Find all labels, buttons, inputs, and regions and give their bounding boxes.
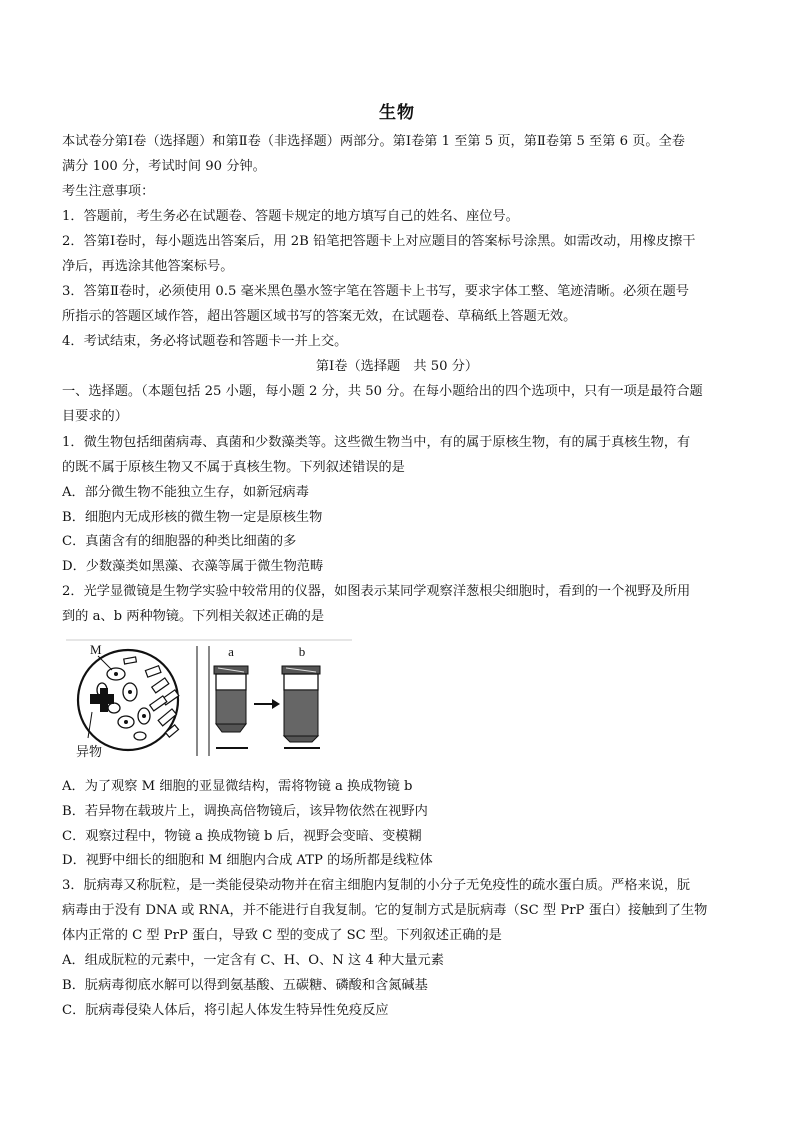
question-1-option-d: D．少数藻类如黑藻、衣藻等属于微生物范畴 [62,559,324,574]
intro-line: 所指示的答题区域作答，超出答题区域书写的答案无效，在试题卷、草稿纸上答题无效。 [62,309,577,324]
question-1-option-b: B．细胞内无成形核的微生物一定是原核生物 [62,510,323,525]
section-title: 第Ⅰ卷（选择题 共 50 分） [315,359,479,374]
question-2-option-d: D．视野中细长的细胞和 M 细胞内合成 ATP 的场所都是线粒体 [62,853,433,868]
label-m: M [90,642,102,657]
part-heading: 目要求的） [62,409,128,424]
part-heading: 一、选择题。（本题包括 25 小题，每小题 2 分，共 50 分。在每小题给出的四个选项中，只有一项是最符合题 [62,384,703,399]
microscope-figure [66,638,352,762]
page-title: 生物 [379,103,415,123]
question-1-option-c: C．真菌含有的细胞器的种类比细菌的多 [62,534,297,549]
label-b: b [298,644,306,659]
question-3-option-c: C．朊病毒侵染人体后，将引起人体发生特异性免疫反应 [62,1003,389,1018]
question-3-stem: 3．朊病毒又称朊粒，是一类能侵染动物并在宿主细胞内复制的小分子无免疫性的疏水蛋白质。严格来说，朊 [62,878,691,893]
intro-line: 本试卷分第Ⅰ卷（选择题）和第Ⅱ卷（非选择题）两部分。第Ⅰ卷第 1 至第 5 页，第Ⅱ卷第 5 至第 6 页。全卷 [62,134,685,149]
question-2-option-c: C．观察过程中，物镜 a 换成物镜 b 后，视野会变暗、变模糊 [62,829,422,844]
intro-line: 3．答第Ⅱ卷时，必须使用 0.5 毫米黑色墨水签字笔在答题卡上书写，要求字体工整、笔迹清晰。必须在题号 [62,284,689,299]
intro-line: 考生注意事项： [62,184,155,199]
question-3-option-b: B．朊病毒彻底水解可以得到氨基酸、五碳糖、磷酸和含氮碱基 [62,978,428,993]
question-1-stem: 1．微生物包括细菌病毒、真菌和少数藻类等。这些微生物当中，有的属于原核生物，有的属于真核生物，有 [62,435,691,450]
question-2-stem: 2．光学显微镜是生物学实验中较常用的仪器，如图表示某同学观察洋葱根尖细胞时，看到的一个视野及所用 [62,584,691,599]
question-3-option-a: A．组成朊粒的元素中，一定含有 C、H、O、N 这 4 种大量元素 [62,953,444,968]
question-3-stem: 病毒由于没有 DNA 或 RNA，并不能进行自我复制。它的复制方式是朊病毒（SC 型 PrP 蛋白）接触到了生物 [62,903,708,918]
question-2-option-b: B．若异物在载玻片上，调换高倍物镜后，该异物依然在视野内 [62,804,428,819]
intro-line: 1．答题前，考生务必在试题卷、答题卡规定的地方填写自己的姓名、座位号。 [62,209,519,224]
question-1-stem: 的既不属于原核生物又不属于真核生物。下列叙述错误的是 [62,460,405,475]
question-2-option-a: A．为了观察 M 细胞的亚显微结构，需将物镜 a 换成物镜 b [62,779,413,794]
question-1-option-a: A．部分微生物不能独立生存，如新冠病毒 [62,485,309,500]
intro-line: 4．考试结束，务必将试题卷和答题卡一并上交。 [62,334,348,349]
question-3-stem: 体内正常的 C 型 PrP 蛋白，导致 C 型的变成了 SC 型。下列叙述正确的是 [62,928,502,943]
intro-line: 满分 100 分，考试时间 90 分钟。 [62,159,266,174]
label-debris: 异物 [76,745,103,760]
question-2-stem: 到的 a、b 两种物镜。下列相关叙述正确的是 [62,609,325,624]
objective-b-icon [282,666,320,748]
intro-line: 净后，再选涂其他答案标号。 [62,259,234,274]
intro-line: 2．答第Ⅰ卷时，每小题选出答案后，用 2B 铅笔把答题卡上对应题目的答案标号涂黑。如需改动，用橡皮擦干 [62,234,696,249]
field-of-view [78,650,179,750]
label-a: a [228,644,234,659]
